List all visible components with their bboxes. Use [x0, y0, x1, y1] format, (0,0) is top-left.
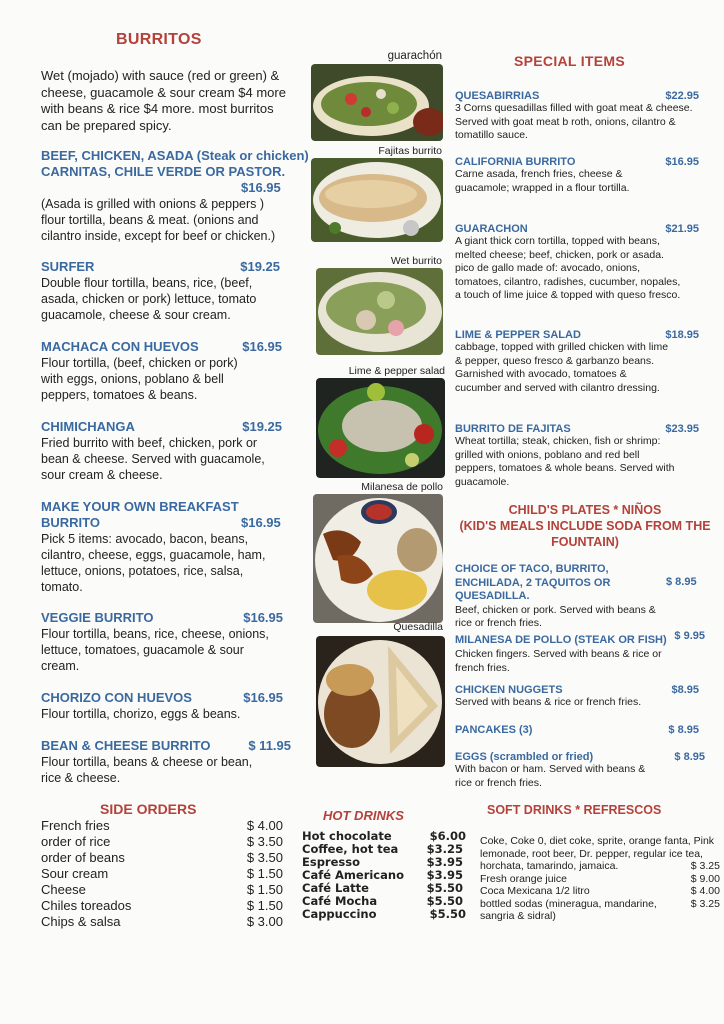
hot-drink-row	[302, 881, 466, 894]
side-orders-list	[41, 818, 283, 930]
burrito-item	[41, 148, 311, 244]
soft-name: bottled sodas (mineragua, mandarine, sangria & sidral)	[480, 897, 657, 922]
kids-title: CHILD'S PLATES * NIÑOS	[508, 503, 662, 517]
burrito-title: VEGGIE BURRITO	[41, 610, 154, 625]
kids-desc: With bacon or ham. Served with beans & rice or french fries.	[455, 763, 646, 789]
photo-caption: Lime & pepper salad	[348, 365, 445, 377]
special-title: QUESABIRRIAS	[455, 90, 540, 102]
kids-title-item: PANCAKES (3)	[455, 724, 533, 736]
special-item	[455, 223, 699, 303]
side-price: $ 4.00	[246, 818, 283, 833]
burrito-desc: (Asada is grilled with onions & peppers ) flour tortilla, beans & meat. (onions and cilantro inside, except for beef or chicken.)	[41, 197, 276, 243]
soft-row	[480, 885, 722, 898]
side-row	[41, 898, 283, 914]
hot-drink-price: $6.00	[429, 829, 466, 843]
side-name: Chiles toreados	[41, 898, 132, 913]
kids-item	[455, 630, 705, 675]
burrito-item	[41, 259, 286, 323]
burrito-title: BEAN & CHEESE BURRITO	[41, 738, 211, 753]
hot-drink-row	[302, 894, 466, 907]
burrito-desc: Flour tortilla, chorizo, eggs & beans.	[41, 707, 241, 721]
special-title: CALIFORNIA BURRITO	[455, 156, 576, 168]
burrito-title: CHORIZO CON HUEVOS	[41, 690, 192, 705]
special-heading: SPECIAL ITEMS	[514, 53, 625, 69]
hot-drink-price: $3.95	[426, 868, 463, 882]
special-desc: Wheat tortilla; steak, chicken, fish or shrimp: grilled with onions, poblano and red bell peppers, tomatoes & whole beans. Served with guacamole.	[455, 435, 675, 488]
wet-burrito-photo	[316, 268, 443, 355]
side-name: Chips & salsa	[41, 914, 121, 929]
burrito-desc: Fried burrito with beef, chicken, pork or bean & cheese. Served with guacamole, sour cream & cheese.	[41, 436, 265, 482]
special-price: $21.95	[665, 223, 699, 235]
hot-drink-row	[302, 842, 466, 855]
side-price: $ 3.50	[246, 834, 283, 849]
hot-drinks-list	[302, 829, 466, 920]
side-price: $ 1.50	[246, 866, 283, 881]
soft-intro-row	[480, 835, 722, 873]
burrito-title: SURFER	[41, 259, 95, 274]
hot-drink-row	[302, 868, 466, 881]
photo-caption: Quesadilla	[393, 621, 443, 633]
kids-subtitle: (KID'S MEALS INCLUDE SODA FROM THE FOUNTAIN)	[459, 519, 711, 549]
special-desc: cabbage, topped with grilled chicken with lime & pepper, queso fresco & garbanzo beans. Garnished with avocado, tomatoes & cucumber and served with cilantro dressing.	[455, 341, 669, 394]
soft-drinks-heading: SOFT DRINKS * REFRESCOS	[487, 803, 662, 817]
soft-row	[480, 898, 722, 923]
photo-caption: guarachón	[387, 50, 442, 62]
kids-heading	[450, 502, 720, 550]
hot-drink-row	[302, 855, 466, 868]
burrito-desc: Flour tortilla, beans & cheese or bean, rice & cheese.	[41, 755, 253, 785]
guarachon-photo	[311, 64, 443, 141]
kids-item	[455, 724, 699, 736]
photo-caption: Wet burrito	[390, 255, 442, 267]
quesadilla-photo	[316, 636, 445, 767]
hot-drink-price: $3.25	[426, 842, 463, 856]
special-item	[455, 156, 699, 195]
kids-item	[455, 563, 699, 631]
hot-drink-name: Café Americano	[302, 868, 404, 882]
hot-drink-name: Espresso	[302, 855, 360, 869]
hot-drink-name: Cappuccino	[302, 907, 377, 921]
photo-caption: Fajitas burrito	[378, 145, 442, 157]
burrito-title: MAKE YOUR OWN BREAKFAST BURRITO	[41, 499, 239, 530]
soft-row	[480, 873, 722, 886]
burrito-item	[41, 339, 286, 403]
lime-pepper-salad-photo	[316, 378, 445, 478]
hot-drink-price: $5.50	[429, 907, 466, 921]
kids-title-item: EGGS (scrambled or fried)	[455, 751, 594, 763]
kids-price: $ 8.95	[666, 576, 697, 588]
kids-title-item: CHOICE OF TACO, BURRITO, ENCHILADA, 2 TAQUITOS OR QUESADILLA.	[455, 563, 611, 602]
burrito-title: MACHACA CON HUEVOS	[41, 339, 199, 354]
side-price: $ 3.50	[246, 850, 283, 865]
hot-drinks-heading: HOT DRINKS	[323, 808, 404, 823]
special-price: $23.95	[665, 423, 699, 435]
side-name: order of beans	[41, 850, 125, 865]
burrito-price: $16.95	[243, 690, 283, 705]
side-name: order of rice	[41, 834, 111, 849]
burrito-price: $ 11.95	[248, 738, 291, 753]
kids-price: $ 8.95	[668, 724, 699, 736]
burrito-price: $16.95	[242, 339, 282, 354]
burrito-desc: Flour tortilla, (beef, chicken or pork) with eggs, onions, poblano & bell peppers, tomatoes & beans.	[41, 356, 238, 402]
kids-title-item: CHICKEN NUGGETS	[455, 684, 563, 696]
kids-item	[455, 684, 699, 710]
burrito-item	[41, 610, 286, 674]
side-row	[41, 818, 283, 834]
burrito-item	[41, 419, 286, 483]
hot-drink-name: Hot chocolate	[302, 829, 392, 843]
hot-drink-name: Café Mocha	[302, 894, 378, 908]
fajitas-burrito-photo	[311, 158, 443, 242]
kids-price: $ 8.95	[674, 751, 705, 763]
soft-drinks-list	[480, 835, 722, 923]
burrito-desc: Double flour tortilla, beans, rice, (beef, asada, chicken or pork) lettuce, tomato guacamole, cheese & sour cream.	[41, 276, 257, 322]
special-title: GUARACHON	[455, 223, 528, 235]
kids-desc: Chicken fingers. Served with beans & rice or french fries.	[455, 648, 662, 674]
side-name: Cheese	[41, 882, 86, 897]
special-price: $16.95	[665, 156, 699, 168]
burrito-price: $16.95	[243, 610, 283, 625]
kids-item	[455, 751, 705, 790]
side-row	[41, 834, 283, 850]
hot-drink-name: Coffee, hot tea	[302, 842, 399, 856]
milanesa-photo	[313, 494, 443, 623]
soft-intro: Coke, Coke 0, diet coke, sprite, orange fanta, Pink lemonade, root beer, Dr. pepper, regular ice tea, horchata, tamarindo, jamaica.	[480, 835, 715, 872]
hot-drink-price: $3.95	[426, 855, 463, 869]
side-price: $ 1.50	[246, 882, 283, 897]
special-item	[455, 423, 699, 489]
special-price: $22.95	[665, 90, 699, 102]
burrito-item	[41, 690, 286, 722]
photo-caption: Milanesa de pollo	[361, 481, 443, 493]
soft-name: Fresh orange juice	[480, 872, 567, 885]
hot-drink-row	[302, 907, 466, 920]
special-price: $18.95	[665, 329, 699, 341]
side-row	[41, 882, 283, 898]
burrito-title: BEEF, CHICKEN, ASADA (Steak or chicken) CARNITAS, CHILE VERDE OR PASTOR.	[41, 148, 309, 179]
side-price: $ 1.50	[246, 898, 283, 913]
special-title: LIME & PEPPER SALAD	[455, 329, 581, 341]
soft-price: $ 3.25	[690, 897, 720, 910]
kids-price: $8.95	[671, 684, 699, 696]
kids-desc: Served with beans & rice or french fries.	[455, 696, 642, 708]
soft-price: $ 9.00	[690, 872, 720, 885]
side-orders-heading: SIDE ORDERS	[100, 801, 197, 817]
special-desc: 3 Corns quesadillas filled with goat meat & cheese. Served with goat meat b roth, onions, cilantro & tomatillo sauce.	[455, 102, 693, 141]
burritos-intro: Wet (mojado) with sauce (red or green) & cheese, guacamole & sour cream $4 more with beans & rice $4 more. most burritos can be prepared spicy.	[41, 68, 286, 133]
special-desc: Carne asada, french fries, cheese & guacamole; wrapped in a flour tortilla.	[455, 168, 630, 194]
burrito-item	[41, 738, 291, 786]
kids-desc: Beef, chicken or pork. Served with beans & rice or french fries.	[455, 603, 656, 629]
special-title: BURRITO DE FAJITAS	[455, 423, 571, 435]
burrito-price: $16.95	[241, 515, 281, 530]
side-row	[41, 850, 283, 866]
burrito-title: CHIMICHANGA	[41, 419, 135, 434]
side-name: Sour cream	[41, 866, 109, 881]
special-item	[455, 90, 699, 143]
burrito-desc: Flour tortilla, beans, rice, cheese, onions, lettuce, tomatoes, guacamole & sour cream.	[41, 627, 269, 673]
soft-name: Coca Mexicana 1/2 litro	[480, 885, 590, 897]
hot-drink-row	[302, 829, 466, 842]
burrito-price: $16.95	[241, 180, 281, 195]
soft-price: $ 4.00	[690, 885, 720, 897]
side-row	[41, 866, 283, 882]
hot-drink-name: Café Latte	[302, 881, 369, 895]
kids-price: $ 9.95	[674, 630, 705, 642]
hot-drink-price: $5.50	[426, 881, 463, 895]
burrito-price: $19.25	[242, 419, 282, 434]
burrito-desc: Pick 5 items: avocado, bacon, beans, cilantro, cheese, eggs, guacamole, ham, lettuce, onions, potatoes, rice, salsa, tomato.	[41, 532, 266, 594]
hot-drink-price: $5.50	[426, 894, 463, 908]
kids-title-item: MILANESA DE POLLO (STEAK OR FISH)	[455, 634, 667, 646]
special-desc: A giant thick corn tortilla, topped with beans, melted cheese; beef, chicken, pork or asada. pico de gallo made of: avocado, onions, tomatoes, cilantro, radishes, cucumber, nopales, a touch of lime juice & topped with queso fresco.	[455, 235, 681, 301]
burrito-price: $19.25	[240, 259, 280, 274]
burritos-heading: BURRITOS	[116, 31, 202, 48]
special-item	[455, 329, 699, 395]
soft-intro-price: $ 3.25	[690, 860, 720, 872]
side-row	[41, 914, 283, 930]
side-price: $ 3.00	[246, 914, 283, 929]
side-name: French fries	[41, 818, 110, 833]
burrito-item	[41, 499, 286, 595]
